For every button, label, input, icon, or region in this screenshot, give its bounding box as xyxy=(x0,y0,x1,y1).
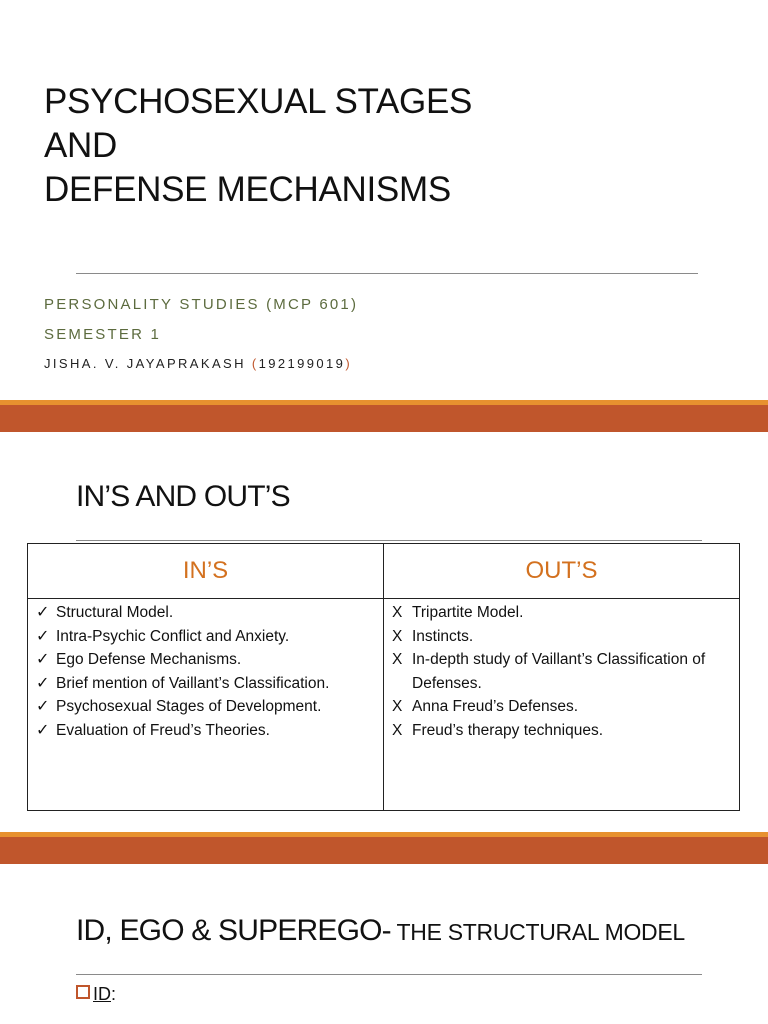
ins-outs-table xyxy=(27,543,740,811)
slide-separator-band xyxy=(0,400,768,432)
author-id: 192199019 xyxy=(258,356,346,371)
cross-icon: X xyxy=(392,604,403,621)
list-item-text: Anna Freud’s Defenses. xyxy=(412,698,579,715)
list-item-text: Structural Model. xyxy=(56,604,174,621)
list-item xyxy=(392,648,735,695)
list-item xyxy=(36,695,379,719)
presentation-title xyxy=(44,80,472,212)
outs-header: OUT’S xyxy=(384,544,740,599)
id-colon: : xyxy=(111,984,117,1004)
square-bullet-icon xyxy=(76,985,90,999)
list-item-text: Brief mention of Vaillant’s Classification. xyxy=(56,674,330,692)
list-item xyxy=(36,601,379,625)
check-icon: ✓ xyxy=(36,698,50,715)
title-line-2: AND xyxy=(44,126,117,165)
list-item-text: Evaluation of Freud’s Theories. xyxy=(56,721,270,739)
title-line-3: DEFENSE MECHANISMS xyxy=(44,170,451,209)
title-subtitle: THE STRUCTURAL MODEL xyxy=(390,919,685,945)
table-body-row xyxy=(28,599,740,811)
list-item xyxy=(392,719,735,743)
list-item-text: Ego Defense Mechanisms. xyxy=(56,651,242,668)
ins-header: IN’S xyxy=(28,544,384,599)
list-item-text: In-depth study of Vaillant’s Classification of Defenses. xyxy=(412,651,706,692)
author-line xyxy=(44,356,352,371)
list-item xyxy=(36,672,379,696)
table-header-row xyxy=(28,544,740,599)
author-paren-close: ) xyxy=(345,356,353,371)
title-divider xyxy=(76,540,702,541)
cross-icon: X xyxy=(392,721,403,739)
title-divider xyxy=(76,974,702,975)
list-item xyxy=(36,719,379,743)
ins-and-outs-slide xyxy=(0,432,768,832)
check-icon: ✓ xyxy=(36,604,50,621)
cropped-text-line xyxy=(76,1016,676,1022)
list-item-text: Tripartite Model. xyxy=(412,604,524,621)
list-item xyxy=(36,648,379,672)
list-item xyxy=(392,601,735,625)
list-item xyxy=(392,625,735,649)
structural-model-slide xyxy=(0,864,768,1024)
slide-title xyxy=(76,914,685,948)
check-icon: ✓ xyxy=(36,674,50,692)
outs-list xyxy=(392,601,735,742)
list-item-text: Intra-Psychic Conflict and Anxiety. xyxy=(56,627,290,645)
list-item-text: Psychosexual Stages of Development. xyxy=(56,698,322,715)
title-main: ID, EGO & SUPEREGO- xyxy=(76,914,391,947)
semester-subtitle: SEMESTER 1 xyxy=(44,326,162,343)
course-subtitle: PERSONALITY STUDIES (MCP 601) xyxy=(44,296,359,313)
title-slide xyxy=(0,0,768,400)
slide-title: IN’S AND OUT’S xyxy=(76,480,290,513)
outs-cell xyxy=(384,599,740,811)
cross-icon: X xyxy=(392,698,403,715)
check-icon: ✓ xyxy=(36,627,50,645)
author-name: JISHA. V. JAYAPRAKASH xyxy=(44,356,246,371)
id-bullet xyxy=(76,984,116,1005)
title-divider xyxy=(76,273,698,274)
author-paren-open: ( xyxy=(251,356,259,371)
slide-separator-band xyxy=(0,832,768,864)
ins-list xyxy=(36,601,379,742)
list-item-text: Instincts. xyxy=(412,627,474,645)
cross-icon: X xyxy=(392,651,403,668)
check-icon: ✓ xyxy=(36,651,50,668)
title-line-1: PSYCHOSEXUAL STAGES xyxy=(44,82,473,121)
id-label: ID xyxy=(93,984,111,1004)
list-item xyxy=(392,695,735,719)
ins-cell xyxy=(28,599,384,811)
cross-icon: X xyxy=(392,627,403,645)
check-icon: ✓ xyxy=(36,721,50,739)
list-item xyxy=(36,625,379,649)
list-item-text: Freud’s therapy techniques. xyxy=(412,721,603,739)
